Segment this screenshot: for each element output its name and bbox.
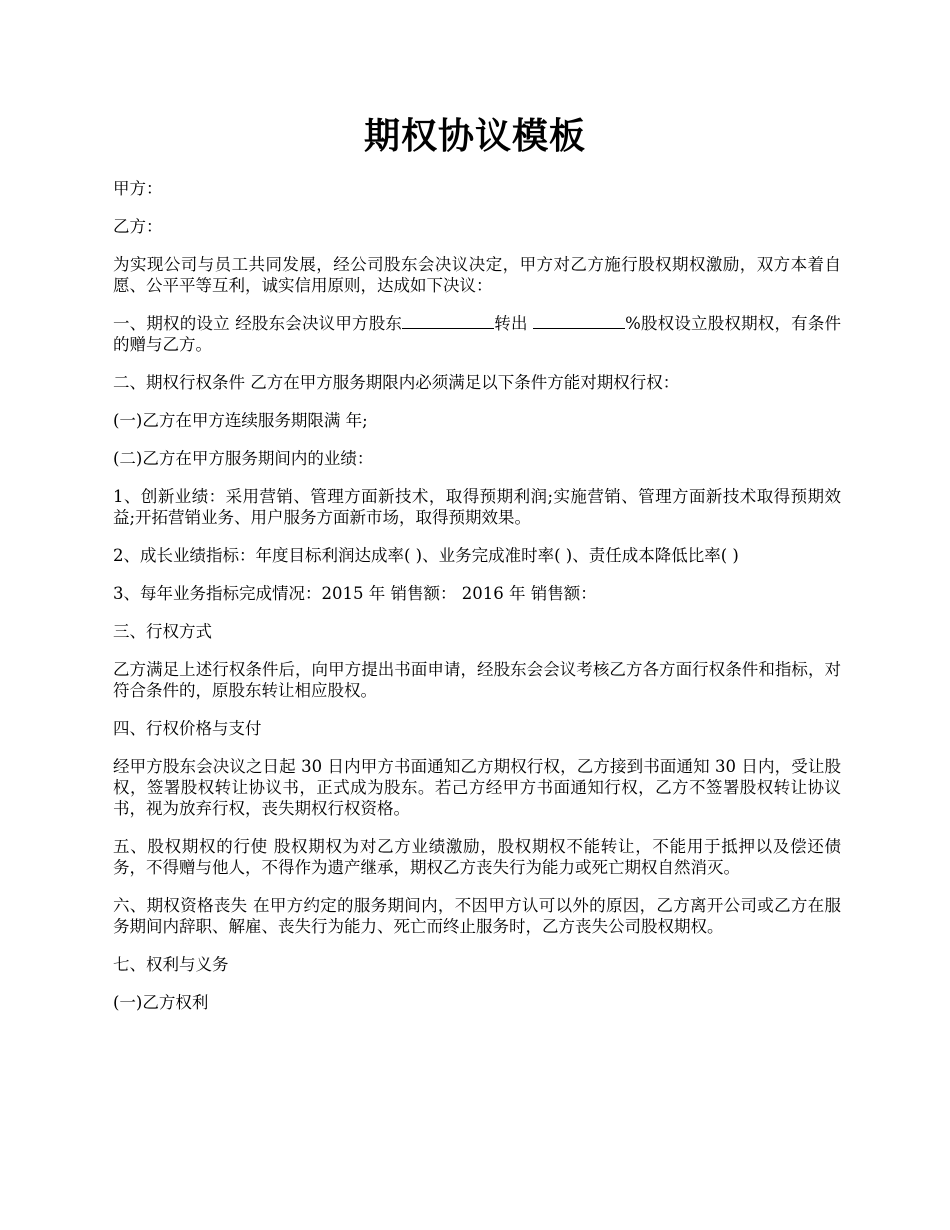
section-3-body: 乙方满足上述行权条件后，向甲方提出书面申请，经股东会会议考核乙方各方面行权条件和指标，对符合条件的，原股东转让相应股权。: [113, 660, 841, 700]
party-b-line: 乙方：: [113, 217, 163, 236]
section-2-heading: 二、期权行权条件 乙方在甲方服务期限内必须满足以下条件方能对期权行权：: [113, 373, 680, 392]
section-7-item-1: (一)乙方权利: [113, 993, 209, 1012]
section-1-prefix: 一、期权的设立 经股东会决议甲方股东: [113, 314, 403, 333]
document-body: [113, 178, 841, 1030]
section-4-body: 经甲方股东会决议之日起 30 日内甲方书面通知乙方期权行权，乙方接到书面通知 30 日内，受让股权，签署股权转让协议书，正式成为股东。若己方经甲方书面通知行权，乙方不签署股权转让协议书，视为放弃行权，丧失期权行权资格。: [113, 757, 841, 818]
section-5-paragraph: 五、股权期权的行使 股权期权为对乙方业绩激励，股权期权不能转让，不能用于抵押以及偿还债务，不得赠与他人，不得作为遗产继承，期权乙方丧失行为能力或死亡期权自然消灭。: [113, 837, 841, 877]
section-7-heading: 七、权利与义务: [113, 955, 229, 974]
document-title: 期权协议模板: [363, 116, 586, 157]
party-a-line: 甲方：: [113, 179, 163, 198]
intro-paragraph: 为实现公司与员工共同发展，经公司股东会决议决定，甲方对乙方施行股权期权激励，双方本着自愿、公平平等互利，诚实信用原则，达成如下决议：: [113, 255, 841, 295]
shareholder-blank: [402, 314, 494, 329]
performance-item-1: 1、创新业绩：采用营销、管理方面新技术，取得预期利润;实施营销、管理方面新技术取得预期效益;开拓营销业务、用户服务方面新市场，取得预期效果。: [113, 487, 841, 527]
percent-blank: [533, 314, 625, 329]
section-3-heading: 三、行权方式: [113, 622, 212, 641]
performance-item-3: 3、每年业务指标完成情况：2015 年 销售额： 2016 年 销售额：: [113, 584, 597, 603]
section-1-suffix: %股权设立股权期权，有条件的赠与乙方。: [113, 314, 842, 354]
section-2-item-2: (二)乙方在甲方服务期间内的业绩：: [113, 449, 374, 468]
section-1-paragraph: [113, 313, 841, 355]
performance-item-2: 2、成长业绩指标：年度目标利润达成率( )、业务完成准时率( )、责任成本降低比率( ): [113, 546, 739, 565]
section-1-mid: 转出: [494, 314, 534, 333]
section-6-paragraph: 六、期权资格丧失 在甲方约定的服务期间内，不因甲方认可以外的原因，乙方离开公司或乙方在服务期间内辞职、解雇、丧失行为能力、死亡而终止服务时，乙方丧失公司股权期权。: [113, 896, 841, 936]
section-4-heading: 四、行权价格与支付: [113, 719, 262, 738]
section-2-item-1: (一)乙方在甲方连续服务期限满 年;: [113, 411, 368, 430]
